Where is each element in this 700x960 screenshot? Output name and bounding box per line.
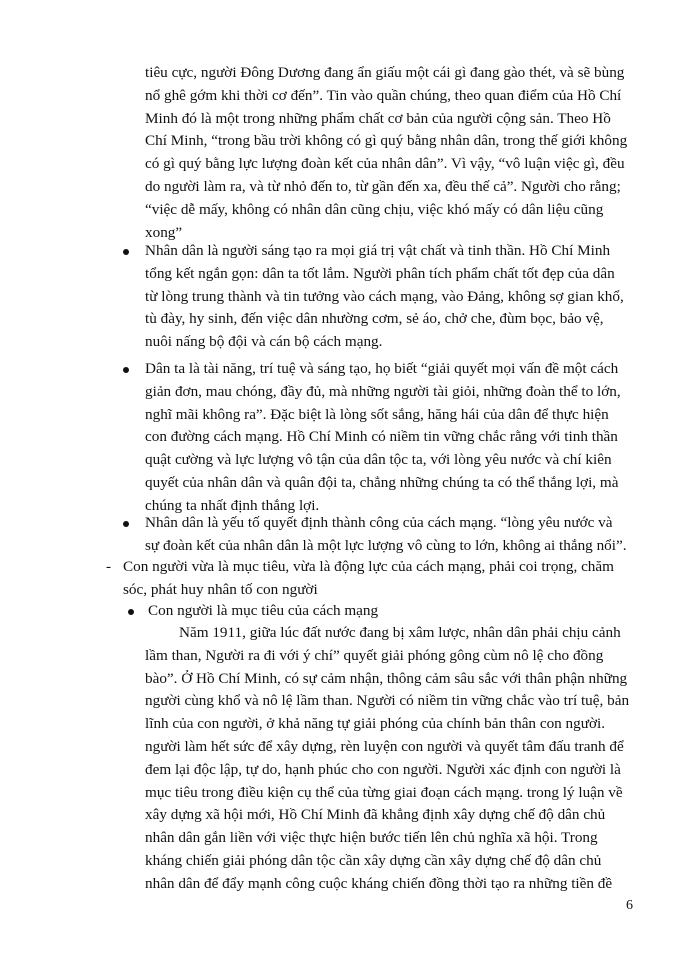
text-line: Năm 1911, giữa lúc đất nước đang bị xâm lược, nhân dân phải chịu cảnh	[179, 624, 621, 641]
text-line: nghĩ mãi không ra”. Đặc biệt là lòng sốt sắng, hăng hái của dân để thực hiện	[145, 405, 609, 423]
text-line: người làm hết sức để xây dựng, rèn luyện con người và quyết tâm đấu tranh để	[145, 737, 624, 755]
text-line: kháng chiến giải phóng dân tộc cần xây dựng cần xây dựng chế độ dân chủ	[145, 851, 602, 869]
body-paragraph	[145, 622, 700, 896]
text-line: tổng kết ngắn gọn: dân ta tốt lắm. Người phân tích phẩm chất tốt đẹp của dân	[145, 264, 615, 282]
page-number: 6	[626, 898, 633, 913]
text-line: Con người là mục tiêu của cách mạng	[148, 602, 379, 619]
dash-marker: -	[106, 558, 112, 575]
text-line: đem lại độc lập, tự do, hạnh phúc cho con người. Người xác định con người là	[145, 760, 621, 778]
bullet-paragraph	[145, 240, 700, 354]
text-line: do người làm ra, và từ nhỏ đến to, từ gần đến xa, đều thế cả”. Người cho rằng;	[145, 177, 621, 195]
text-line: Minh đó là một trong những phẩm chất cơ bản của người cộng sản. Theo Hồ	[145, 109, 611, 127]
text-line: người cùng khổ và nô lệ lầm than. Người có niềm tin vững chắc vào trí tuệ, bản	[145, 692, 630, 710]
text-line: nổ ghê gớm khi thời cơ đến”. Tin vào quần chúng, theo quan điểm của Hồ Chí	[145, 86, 622, 104]
dash-paragraph	[123, 556, 700, 602]
text-line: nuôi nấng bộ đội và cán bộ cách mạng.	[145, 333, 383, 351]
text-line: nhân dân gắn liền với việc thực hiện bước tiến lên chủ nghĩa xã hội. Trong	[145, 829, 598, 847]
text-line: “việc dễ mấy, không có nhân dân cũng chịu, việc khó mấy có dân liệu cũng	[145, 200, 604, 218]
bullet-icon	[123, 521, 129, 527]
text-line: mục tiêu trong điều kiện cụ thể của từng giai đoạn cách mạng. trong lý luận về	[145, 783, 623, 801]
text-line: quật cường và lực lượng vô tận của dân tộc ta, với lòng yêu nước và chí kiên	[145, 451, 612, 469]
text-line: sóc, phát huy nhân tố con người	[123, 580, 318, 598]
text-line: tù đày, hy sinh, đến việc dân nhường cơm, sẻ áo, chở che, đùm bọc, bảo vệ,	[145, 310, 604, 328]
text-line: giản đơn, mau chóng, đầy đủ, mà những người tài giỏi, những đoàn thể to lớn,	[145, 382, 621, 400]
text-line: sự đoàn kết của nhân dân là một lực lượng vô cùng to lớn, không ai thắng nổi”.	[145, 536, 627, 554]
bullet-paragraph	[145, 358, 700, 518]
text-line: chúng ta nhất định thắng lợi.	[145, 496, 320, 514]
bullet-paragraph	[145, 512, 700, 558]
text-line: từ lòng trung thành và tin tưởng vào cách mạng, vào Đảng, không sợ gian khổ,	[145, 287, 624, 305]
bullet-icon	[123, 249, 129, 255]
text-line: Nhân dân là người sáng tạo ra mọi giá trị vật chất và tinh thần. Hồ Chí Minh	[145, 242, 611, 259]
text-line: lầm than, Người ra đi với ý chí” quyết giải phóng gông cùm nô lệ cho đồng	[145, 646, 604, 664]
text-line: xong”	[145, 223, 183, 241]
text-line: bào”. Ở Hồ Chí Minh, có sự cảm nhận, thông cảm sâu sắc với thân phận những	[145, 669, 628, 687]
text-line: có gì quý bằng lực lượng đoàn kết của nhân dân”. Vì vậy, “vô luận việc gì, đều	[145, 155, 625, 173]
bullet-icon	[128, 609, 134, 615]
text-line: Dân ta là tài năng, trí tuệ và sáng tạo, họ biết “giải quyết mọi vấn đề một cách	[145, 360, 619, 377]
text-line: Chí Minh, “trong bầu trời không có gì quý bằng nhân dân, trong thế giới không	[145, 132, 628, 150]
text-line: nhân dân để đẩy mạnh công cuộc kháng chiến đồng thời tạo ra những tiền đề	[145, 874, 613, 892]
bullet-icon	[123, 367, 129, 373]
text-line: tiêu cực, người Đông Dương đang ẩn giấu một cái gì đang gào thét, và sẽ bùng	[145, 64, 625, 81]
text-line: lĩnh của con người, ở khả năng tự giải phóng của chính bản thân con người.	[145, 715, 606, 733]
bullet-heading	[148, 600, 700, 623]
text-line: Nhân dân là yếu tố quyết định thành công của cách mạng. “lòng yêu nước và	[145, 514, 613, 531]
text-line: xây dựng xã hội mới, Hồ Chí Minh đã khẳng định xây dựng chế độ dân chủ	[145, 806, 606, 824]
text-line: Con người vừa là mục tiêu, vừa là động lực của cách mạng, phải coi trọng, chăm	[123, 558, 614, 575]
text-line: con đường cách mạng. Hồ Chí Minh có niềm tin vững chắc rằng với tinh thần	[145, 428, 618, 446]
paragraph-continuation	[145, 62, 700, 244]
text-line: quyết của nhân dân và quân đội ta, chẳng những chúng ta có thể thắng lợi, mà	[145, 473, 619, 491]
